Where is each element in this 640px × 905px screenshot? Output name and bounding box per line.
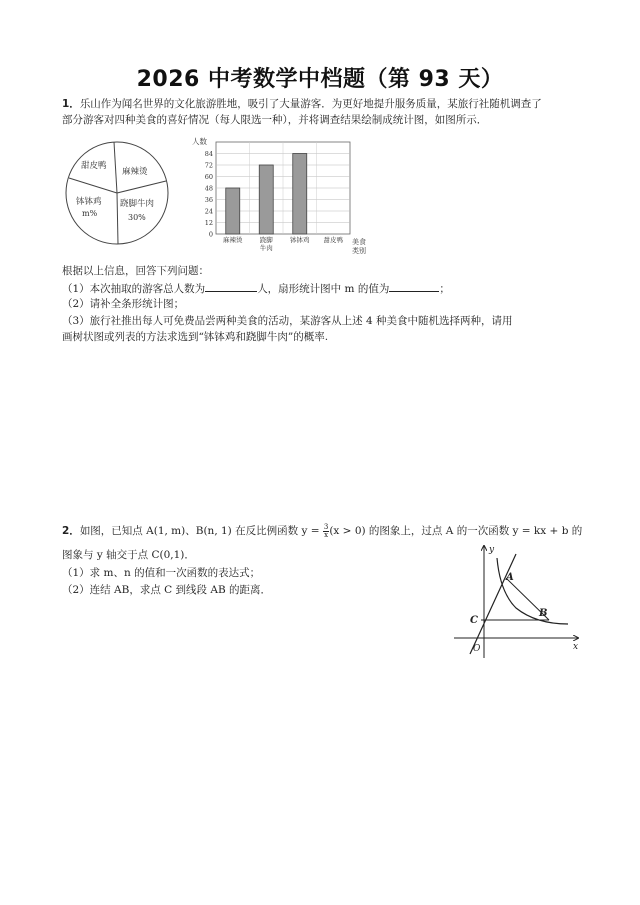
q2-sub2: （2）连结 AB，求点 C 到线段 AB 的距离． — [62, 584, 271, 596]
label-O: O — [473, 644, 481, 654]
bar-ytick-label: 84 — [204, 150, 213, 158]
pie-label-qiaojiao-pct: 30% — [128, 213, 146, 222]
q1-sub1-b: 人，扇形统计图中 m 的值为 — [257, 283, 390, 295]
q1-stem-text1: 乐山作为闻名世界的文化旅游胜地，吸引了大量游客．为更好地提升服务质量，某旅行社随机调查了 — [79, 98, 542, 110]
bar-xlabel-2: 类别 — [352, 247, 366, 255]
pie-divider — [117, 181, 166, 193]
bar-ytick-label: 60 — [204, 173, 213, 181]
bar-yticks — [205, 150, 213, 239]
q1-intro: 根据以上信息，回答下列问题： — [62, 265, 209, 277]
q1-sub1 — [62, 281, 450, 296]
bar-xticks — [223, 235, 344, 252]
answer-blank-total[interactable] — [205, 281, 257, 292]
q2-sub1: （1）求 m、n 的值和一次函数的表达式； — [62, 567, 261, 579]
q1-sub3-line2: 画树状图或列表的方法求选到“钵钵鸡和跷脚牛肉”的概率. — [62, 331, 329, 343]
q2-stem-line2: 图象与 y 轴交于点 C(0,1)． — [62, 549, 195, 561]
bar-xlabel-1: 美食 — [352, 238, 366, 246]
bar-ytick-label: 48 — [204, 184, 213, 193]
q2-stem-line1 — [62, 522, 582, 540]
q1-sub2: （2）请补全条形统计图； — [62, 298, 185, 310]
pie-chart — [62, 138, 176, 250]
q2-text-a: 如图，已知点 A(1, m)、B(n, 1) 在反比例函数 y = — [79, 525, 323, 537]
q1-sub1-a: （1）本次抽取的游客总人数为 — [62, 283, 206, 295]
pie-divider — [114, 142, 117, 193]
q1-number: 1． — [62, 98, 80, 110]
q2-frac-num: 3 — [323, 522, 329, 531]
q2-frac-den: x — [324, 530, 329, 539]
bar — [293, 154, 307, 235]
bar-xtick-label: 跷脚 — [259, 236, 273, 244]
q1-stem-line2: 部分游客对四种美食的喜好情况（每人限选一种），并将调查结果绘制成统计图，如图所示． — [62, 114, 488, 126]
pie-label-qiaojiao: 跷脚牛肉 — [120, 199, 155, 209]
pie-divider — [117, 193, 118, 244]
label-x: x — [573, 642, 579, 652]
bar-xtick-label: 牛肉 — [259, 244, 273, 252]
label-B: B — [539, 608, 548, 619]
bar-xtick-label: 甜皮鸭 — [323, 236, 343, 244]
linear-function-line — [470, 554, 516, 654]
answer-blank-m[interactable] — [389, 281, 439, 292]
label-C: C — [470, 615, 478, 626]
bar-xtick-label: 钵钵鸡 — [290, 236, 310, 244]
bar-ylabel: 人数 — [192, 137, 207, 146]
bar-ytick-label: 12 — [204, 219, 213, 227]
bar-bars — [226, 154, 307, 235]
pie-divider — [69, 178, 117, 193]
pie-label-bobo-pct: m% — [82, 209, 98, 218]
q2-text-b: (x > 0) 的图象上，过点 A 的一次函数 y = kx + b 的 — [329, 525, 583, 537]
page-title: 2026 中考数学中档题（第 93 天） — [136, 67, 504, 92]
bar-ytick-label: 0 — [208, 230, 213, 239]
hyperbola-curve — [497, 558, 568, 624]
bar-chart — [186, 134, 366, 258]
bar-ytick-label: 72 — [204, 161, 213, 170]
bar-ytick-label: 36 — [204, 196, 213, 204]
label-y: y — [489, 545, 495, 555]
bar — [226, 188, 240, 234]
bar-xtick-label: 麻辣烫 — [223, 236, 243, 244]
q2-number: 2． — [62, 525, 80, 537]
pie-label-tianpiya: 甜皮鸭 — [81, 161, 107, 171]
q1-sub3-line1: （3）旅行社推出每人可免费品尝两种美食的活动，某游客从上述 4 种美食中随机选择两种，请用 — [62, 315, 513, 327]
q1-stem-line1 — [62, 97, 542, 111]
bar — [259, 165, 273, 234]
pie-label-bobo: 钵钵鸡 — [76, 197, 102, 207]
function-graph — [440, 540, 588, 662]
q1-sub1-c: ； — [439, 283, 450, 295]
pie-label-malatang: 麻辣烫 — [122, 167, 148, 177]
label-A: A — [506, 572, 514, 583]
bar-ytick-label: 24 — [204, 207, 213, 216]
